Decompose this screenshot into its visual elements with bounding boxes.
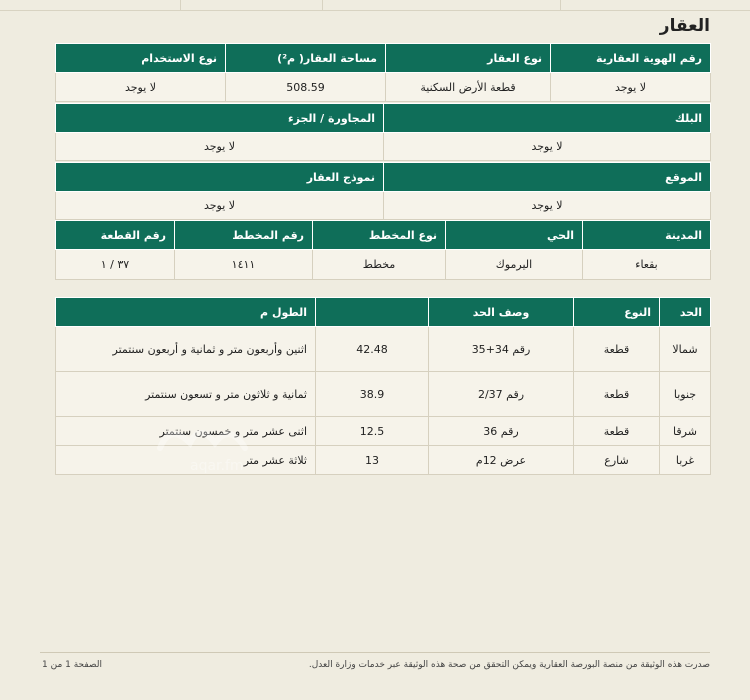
header-plan-number: رقم المخطط bbox=[175, 221, 313, 250]
table-row bbox=[56, 327, 711, 372]
border-length: 42.48 bbox=[316, 327, 429, 372]
header-property-type: نوع العقار bbox=[386, 44, 551, 73]
header-property-area: مساحة العقار( م²) bbox=[226, 44, 386, 73]
header-length: الطول م bbox=[56, 298, 316, 327]
header-usage-type: نوع الاستخدام bbox=[56, 44, 226, 73]
value-property-type: قطعة الأرض السكنية bbox=[386, 73, 551, 102]
value-city: بقعاء bbox=[583, 250, 711, 280]
border-type: قطعة bbox=[574, 327, 660, 372]
border-description: رقم 34+35 bbox=[429, 327, 574, 372]
border-type: قطعة bbox=[574, 417, 660, 446]
footer-disclaimer: صدرت هذه الوثيقة من منصة البورصة العقارية ويمكن التحقق من صحة هذه الوثيقة عبر خدمات وزارة العدل. bbox=[308, 660, 710, 670]
header-neighborhood-part: المجاورة / الجزء bbox=[56, 104, 384, 133]
border-description: عرض 12م bbox=[429, 446, 574, 475]
header-border-description: وصف الحد bbox=[429, 298, 574, 327]
border-length-words: ثمانية و ثلاثون متر و تسعون سنتمتر bbox=[56, 372, 316, 417]
border-type: قطعة bbox=[574, 372, 660, 417]
border-side: شمالا bbox=[660, 327, 711, 372]
border-description: رقم 36 bbox=[429, 417, 574, 446]
value-neighborhood-part: لا يوجد bbox=[56, 133, 384, 161]
value-plan-type: مخطط bbox=[313, 250, 446, 280]
border-length: 38.9 bbox=[316, 372, 429, 417]
footer-divider bbox=[40, 652, 710, 653]
border-length-words: ثلاثة عشر متر bbox=[56, 446, 316, 475]
previous-section-strip bbox=[0, 0, 750, 11]
value-plot-number: ٣٧ / ١ bbox=[56, 250, 175, 280]
header-border-type: النوع bbox=[574, 298, 660, 327]
border-length-words: اثنين وأربعون متر و ثمانية و أربعون سنتمتر bbox=[56, 327, 316, 372]
table-row bbox=[56, 372, 711, 417]
value-property-id: لا يوجد bbox=[551, 73, 711, 102]
header-property-model: نموذج العقار bbox=[56, 163, 384, 192]
watermark-text: aqar.fm bbox=[190, 458, 244, 474]
border-description: رقم 2/37 bbox=[429, 372, 574, 417]
value-plan-number: ١٤١١ bbox=[175, 250, 313, 280]
header-property-id: رقم الهوية العقارية bbox=[551, 44, 711, 73]
value-property-area: 508.59 bbox=[226, 73, 386, 102]
border-length: 13 bbox=[316, 446, 429, 475]
block-table bbox=[55, 103, 711, 161]
value-block: لا يوجد bbox=[384, 133, 711, 161]
header-location: الموقع bbox=[384, 163, 711, 192]
header-block: البلك bbox=[384, 104, 711, 133]
border-length-words: اثنى عشر متر و خمسون سنتمتر bbox=[56, 417, 316, 446]
header-plot-number: رقم القطعة bbox=[56, 221, 175, 250]
header-district: الحي bbox=[446, 221, 583, 250]
section-title: العقار bbox=[659, 16, 710, 36]
header-city: المدينة bbox=[583, 221, 711, 250]
border-side: شرقا bbox=[660, 417, 711, 446]
aqar-watermark-logo bbox=[150, 418, 260, 478]
location-table bbox=[55, 162, 711, 220]
border-side: غربا bbox=[660, 446, 711, 475]
header-length-number bbox=[316, 298, 429, 327]
border-length: 12.5 bbox=[316, 417, 429, 446]
page-number: الصفحة 1 من 1 bbox=[42, 660, 102, 670]
value-district: اليرموك bbox=[446, 250, 583, 280]
header-plan-type: نوع المخطط bbox=[313, 221, 446, 250]
header-border: الحد bbox=[660, 298, 711, 327]
border-type: شارع bbox=[574, 446, 660, 475]
value-property-model: لا يوجد bbox=[56, 192, 384, 220]
value-usage-type: لا يوجد bbox=[56, 73, 226, 102]
property-table bbox=[55, 43, 711, 102]
city-table bbox=[55, 220, 711, 280]
border-side: جنوبا bbox=[660, 372, 711, 417]
value-location: لا يوجد bbox=[384, 192, 711, 220]
